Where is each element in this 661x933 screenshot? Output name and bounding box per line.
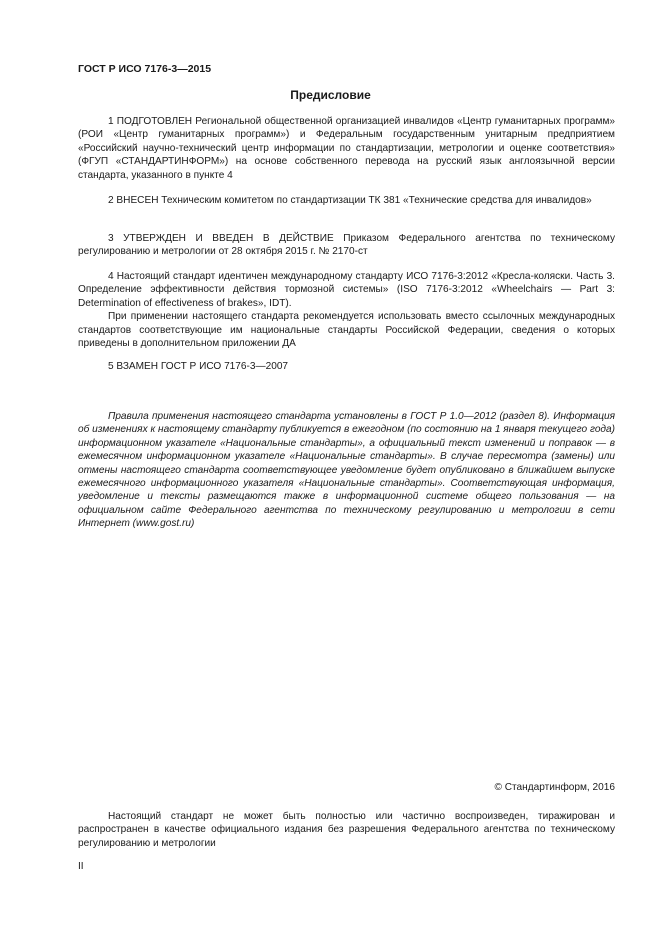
preface-item-3 bbox=[78, 232, 615, 259]
document-code-header: ГОСТ Р ИСО 7176-3—2015 bbox=[78, 63, 212, 75]
copyright-notice: © Стандартинформ, 2016 bbox=[494, 782, 615, 793]
page-number: II bbox=[78, 861, 84, 872]
preface-paragraph-4-note: При применении настоящего стандарта рекомендуется использовать вместо ссылочных международных стандартов соответствующие им национальные стандарты Российской Федерации, сведения о которых приведены в дополнительном приложении ДА bbox=[78, 311, 615, 350]
preface-paragraph-3: 3 УТВЕРЖДЕН И ВВЕДЕН В ДЕЙСТВИЕ Приказом Федерального агентства по техническому регулированию и метрологии от 28 октября 2015 г. № 2170-ст bbox=[78, 233, 615, 258]
preface-paragraph-4: 4 Настоящий стандарт идентичен международному стандарту ИСО 7176-3:2012 «Кресла-коляски. Часть 3. Определение эффективности действия тормозной системы» (ISO 7176-3:2012 «Wheelchairs — Part 3: Determination of effectiveness of brakes», IDT). bbox=[78, 271, 615, 309]
rules-notice: Правила применения настоящего стандарта установлены в ГОСТ Р 1.0—2012 (раздел 8). Информация об изменениях к настоящему стандарту публикуется в ежегодном (по состоянию на 1 января текущего года) информационном указателе «Национальные стандарты», а официальный текст изменений и поправок — в ежемесячном информационном указателе «Национальные стандарты». В случае пересмотра (замены) или отмены настоящего стандарта соответствующее уведомление будет опубликовано в ближайшем выпуске ежемесячного информационного указателя «Национальные стандарты». Соответствующая информация, уведомление и тексты размещаются также в информационной системе общего пользования — на официальном сайте Федерального агентства по техническому регулированию и метрологии в сети Интернет (www.gost.ru) bbox=[78, 411, 615, 530]
reproduction-notice-block bbox=[78, 810, 615, 850]
preface-item-1 bbox=[78, 115, 615, 182]
preface-item-4 bbox=[78, 270, 615, 350]
preface-paragraph-1: 1 ПОДГОТОВЛЕН Региональной общественной организацией инвалидов «Центр гуманитарных программ» (РОИ «Центр гуманитарных программ») и Федеральным государственным унитарным предприятием «Российский научно-технический центр информации по стандартизации, метрологии и оценке соответствия» (ФГУП «СТАНДАРТИНФОРМ») на основе собственного перевода на русский язык англоязычной версии стандарта, указанного в пункте 4 bbox=[78, 116, 615, 181]
preface-item-5 bbox=[78, 360, 615, 373]
preface-paragraph-5: 5 ВЗАМЕН ГОСТ Р ИСО 7176-3—2007 bbox=[108, 361, 289, 372]
reproduction-notice: Настоящий стандарт не может быть полностью или частично воспроизведен, тиражирован и распространен в качестве официального издания без разрешения Федерального агентства по техническому регулированию и метрологии bbox=[78, 811, 615, 849]
preface-title: Предисловие bbox=[290, 88, 371, 102]
preface-item-2 bbox=[78, 194, 615, 207]
preface-paragraph-2: 2 ВНЕСЕН Техническим комитетом по стандартизации ТК 381 «Технические средства для инвалидов» bbox=[108, 195, 592, 206]
rules-notice-block bbox=[78, 410, 615, 531]
